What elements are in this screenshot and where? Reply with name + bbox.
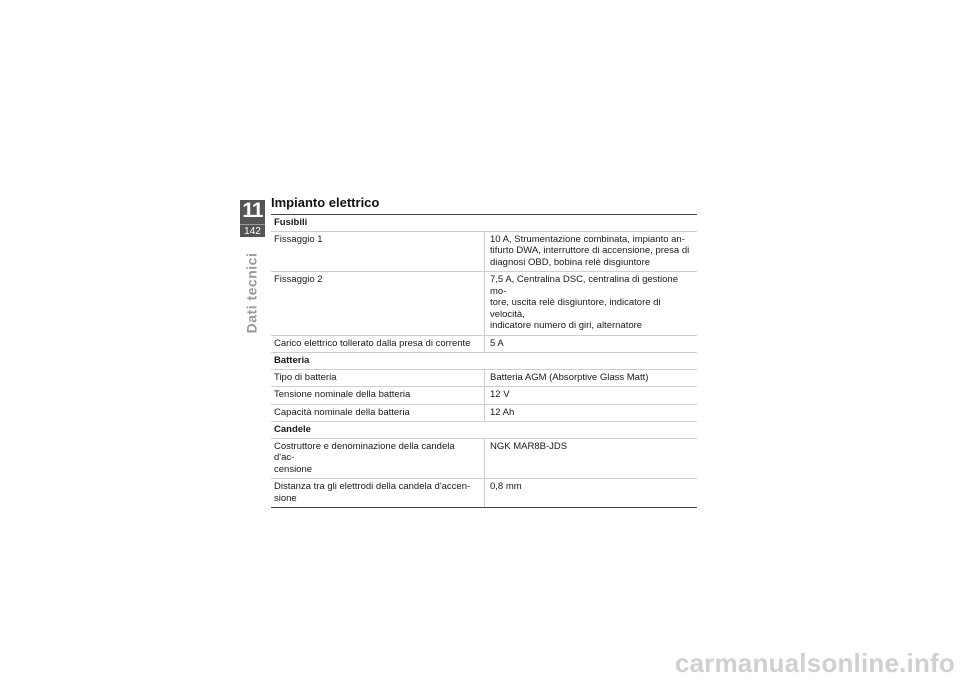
- group-header: Candele: [271, 422, 697, 439]
- spec-table: [271, 214, 697, 508]
- row-label: Costruttore e denominazione della candela d'ac- censione: [274, 440, 455, 475]
- row-value: NGK MAR8B-JDS: [484, 439, 697, 479]
- row-label: Fissaggio 1: [274, 233, 323, 245]
- row-value: 12 Ah: [484, 405, 697, 422]
- table-row: [271, 232, 697, 273]
- row-label: Distanza tra gli elettrodi della candela d'accen- sione: [274, 481, 471, 504]
- table-row: [271, 370, 697, 388]
- table-row: [271, 336, 697, 354]
- group-header: Batteria: [271, 353, 697, 370]
- chapter-side-label-text: Dati tecnici: [243, 252, 260, 333]
- table-row: [271, 272, 697, 336]
- row-label: Capacità nominale della batteria: [274, 406, 410, 418]
- row-value: Batteria AGM (Absorptive Glass Matt): [484, 370, 697, 387]
- table-row: [271, 479, 697, 508]
- table-row: [271, 387, 697, 405]
- row-value: 5 A: [484, 336, 697, 353]
- chapter-tab: [240, 200, 265, 237]
- row-label: Tipo di batteria: [274, 371, 337, 383]
- group-header: Fusibili: [271, 215, 697, 232]
- row-value: 10 A, Strumentazione combinata, impianto an- tifurto DWA, interruttore di accensione, presa di diagnosi OBD, bobina relè disgiuntore: [484, 232, 697, 272]
- page-number: 142: [240, 224, 265, 238]
- chapter-number: 11: [242, 199, 263, 222]
- row-label: Tensione nominale della batteria: [274, 389, 411, 400]
- table-row: [271, 405, 697, 423]
- row-label: Fissaggio 2: [274, 274, 323, 285]
- row-value: 12 V: [484, 387, 697, 404]
- table-row: [271, 439, 697, 480]
- row-label: Carico elettrico tollerato dalla presa di corrente: [274, 337, 471, 349]
- row-value: 7,5 A, Centralina DSC, centralina di gestione mo- tore, uscita relè disgiuntore, indicatore di velocità, indicatore numero di giri, alternatore: [484, 272, 697, 335]
- watermark: carmanualsonline.info: [674, 648, 955, 678]
- row-value: 0,8 mm: [484, 479, 697, 507]
- section-title: Impianto elettrico: [271, 195, 380, 210]
- chapter-side-label: [236, 240, 266, 345]
